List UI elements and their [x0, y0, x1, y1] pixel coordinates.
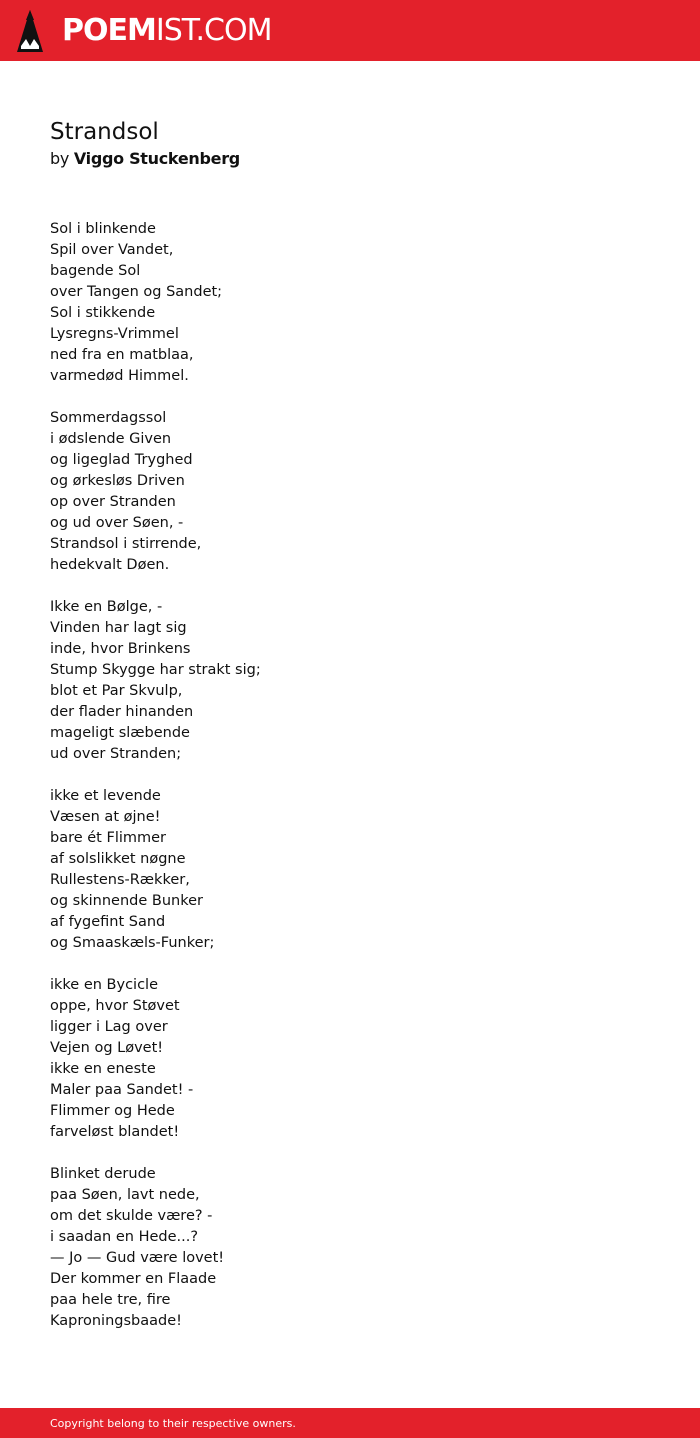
byline [50, 148, 240, 170]
brand-bold: POEM [62, 13, 156, 48]
poem-line: Kaproningsbaade! [50, 1313, 182, 1329]
poem-line: om det skulde være? - [50, 1208, 213, 1224]
poem-line: og Smaaskæls-Funker; [50, 935, 215, 951]
poem-line: Vejen og Løvet! [50, 1040, 164, 1056]
stanza [50, 786, 650, 954]
poem-line: Sol i stikkende [50, 305, 156, 321]
poem-line: Stump Skygge har strakt sig; [50, 662, 261, 678]
poem-line: af fygefint Sand [50, 914, 166, 930]
poem-line: over Tangen og Sandet; [50, 284, 223, 300]
poem-line: ligger i Lag over [50, 1019, 168, 1035]
poem-line: bare ét Flimmer [50, 830, 167, 846]
author-name[interactable]: Viggo Stuckenberg [73, 149, 240, 168]
poem-line: Væsen at øjne! [50, 809, 161, 825]
poem-line: Lysregns-Vrimmel [50, 326, 179, 342]
poem-line: blot et Par Skvulp, [50, 683, 183, 699]
brand-light: IST.COM [155, 13, 272, 48]
poem-line: varmedød Himmel. [50, 368, 189, 384]
poem-line: mageligt slæbende [50, 725, 190, 741]
stanza [50, 219, 650, 387]
poem-line: Strandsol i stirrende, [50, 536, 202, 552]
poem-line: og ud over Søen, - [50, 515, 184, 531]
poem-line: paa hele tre, fire [50, 1292, 171, 1308]
poem-line: Ikke en Bølge, - [50, 599, 163, 615]
poem-line: inde, hvor Brinkens [50, 641, 191, 657]
poem-line: og ørkesløs Driven [50, 473, 185, 489]
stanza [50, 975, 650, 1143]
poem-line: ud over Stranden; [50, 746, 182, 762]
poem-line: Spil over Vandet, [50, 242, 174, 258]
poem-line: i ødslende Given [50, 431, 172, 447]
poem-line: Sommerdagssol [50, 410, 167, 426]
poem-line: Vinden har lagt sig [50, 620, 187, 636]
poem-body [50, 219, 650, 1353]
poem-line: ikke et levende [50, 788, 161, 804]
poem-line: Rullestens-Rækker, [50, 872, 190, 888]
poem-line: farveløst blandet! [50, 1124, 180, 1140]
stanza [50, 1164, 650, 1332]
poem-line: Sol i blinkende [50, 221, 156, 237]
poem-line: af solslikket nøgne [50, 851, 186, 867]
poem-line: — Jo — Gud være lovet! [50, 1250, 225, 1266]
poem-line: ned fra en matblaa, [50, 347, 194, 363]
poem-line: og ligeglad Tryghed [50, 452, 193, 468]
poem-line: i saadan en Hede...? [50, 1229, 199, 1245]
stanza [50, 597, 650, 765]
byline-prefix: by [50, 149, 70, 168]
site-footer [0, 1408, 700, 1438]
site-header [0, 0, 700, 61]
copyright-text: Copyright belong to their respective owners. [50, 1417, 296, 1430]
poem-title: Strandsol [50, 119, 159, 145]
site-logo-text[interactable] [62, 12, 271, 50]
poem-line: Maler paa Sandet! - [50, 1082, 194, 1098]
poem-line: ikke en eneste [50, 1061, 156, 1077]
stanza [50, 408, 650, 576]
poem-line: paa Søen, lavt nede, [50, 1187, 200, 1203]
poem-line: Der kommer en Flaade [50, 1271, 217, 1287]
poem-line: hedekvalt Døen. [50, 557, 170, 573]
poem-line: og skinnende Bunker [50, 893, 203, 909]
poem-line: der flader hinanden [50, 704, 194, 720]
poem-line: bagende Sol [50, 263, 141, 279]
poem-line: Blinket derude [50, 1166, 156, 1182]
poem-line: ikke en Bycicle [50, 977, 159, 993]
pencil-tip-icon[interactable] [17, 10, 43, 52]
poem-line: Flimmer og Hede [50, 1103, 175, 1119]
poem-line: oppe, hvor Støvet [50, 998, 180, 1014]
poem-line: op over Stranden [50, 494, 176, 510]
